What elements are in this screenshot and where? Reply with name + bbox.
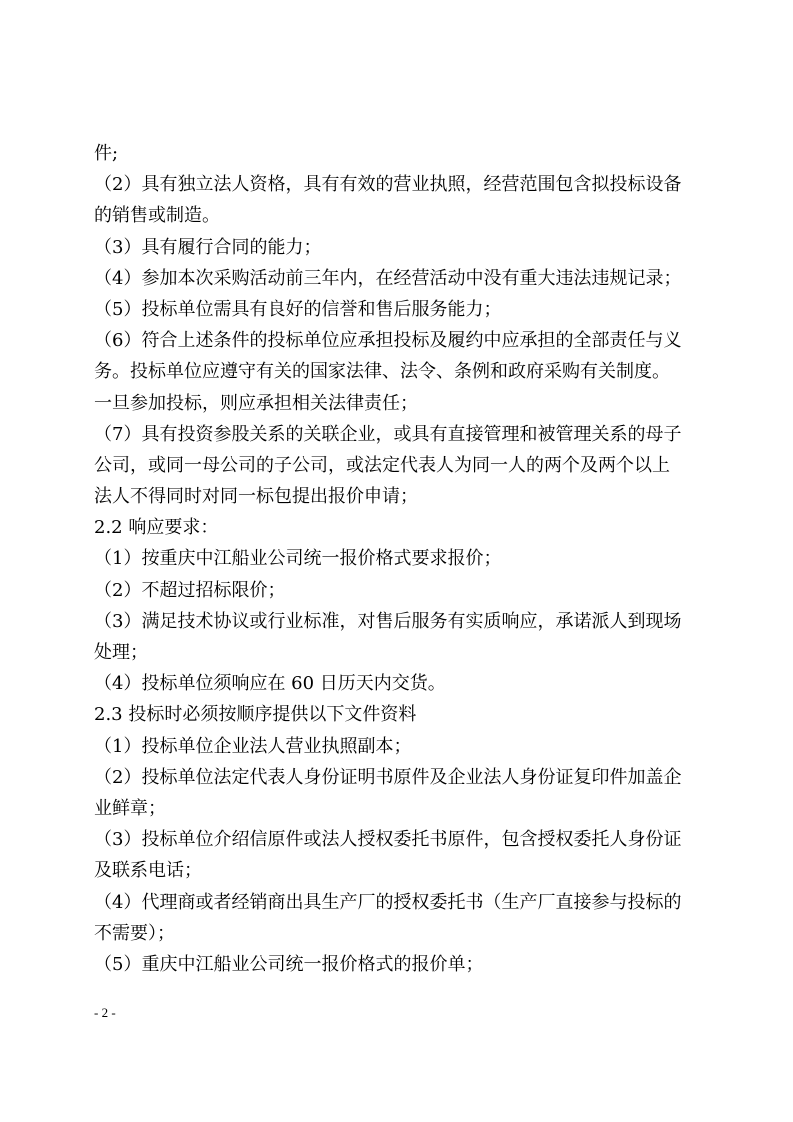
text-line: 及联系电话；: [94, 860, 202, 882]
text-line: （4）参加本次采购活动前三年内，在经营活动中没有重大违法违规记录；: [94, 267, 682, 289]
text-line: （6）符合上述条件的投标单位应承担投标及履约中应承担的全部责任与义: [94, 330, 682, 352]
text-line: （5）投标单位需具有良好的信誉和售后服务能力；: [94, 298, 502, 320]
text-line: （1）按重庆中江船业公司统一报价格式要求报价；: [94, 548, 502, 570]
text-line: 务。投标单位应遵守有关的国家法律、法令、条例和政府采购有关制度。: [94, 361, 670, 383]
text-line: （2）投标单位法定代表人身份证明书原件及企业法人身份证复印件加盖企: [94, 766, 682, 788]
section-heading: 2.3 投标时必须按顺序提供以下文件资料: [94, 704, 417, 726]
text-line: （5）重庆中江船业公司统一报价格式的报价单；: [94, 953, 484, 975]
text-line: 件;: [94, 143, 119, 164]
text-line: （2）不超过招标限价；: [94, 579, 286, 601]
text-line: （3）满足技术协议或行业标准，对售后服务有实质响应，承诺派人到现场: [94, 610, 682, 632]
page-number: - 2 -: [94, 1005, 116, 1020]
text-line: （3）具有履行合同的能力；: [94, 236, 322, 258]
text-line: （3）投标单位介绍信原件或法人授权委托书原件，包含授权委托人身份证: [94, 829, 682, 851]
text-line: 不需要）；: [94, 922, 175, 944]
text-line: （4）代理商或者经销商出具生产厂的授权委托书（生产厂直接参与投标的: [94, 891, 682, 913]
document-body: [94, 138, 694, 980]
text-line: 的销售或制造。: [94, 205, 220, 227]
text-line: （4）投标单位须响应在 60 日历天内交货。: [94, 673, 446, 695]
text-line: （2）具有独立法人资格，具有有效的营业执照，经营范围包含拟投标设备: [94, 174, 682, 196]
section-heading: 2.2 响应要求：: [94, 517, 219, 539]
text-line: 公司，或同一母公司的子公司，或法定代表人为同一人的两个及两个以上: [94, 454, 670, 476]
text-line: 业鲜章；: [94, 797, 166, 819]
text-line: （7）具有投资参股关系的关联企业，或具有直接管理和被管理关系的母子: [94, 423, 682, 445]
text-line: 处理；: [94, 642, 148, 663]
text-line: 法人不得同时对同一标包提出报价申请；: [94, 486, 418, 508]
text-line: （1）投标单位企业法人营业执照副本；: [94, 735, 412, 757]
text-line: 一旦参加投标，则应承担相关法律责任；: [94, 392, 418, 414]
